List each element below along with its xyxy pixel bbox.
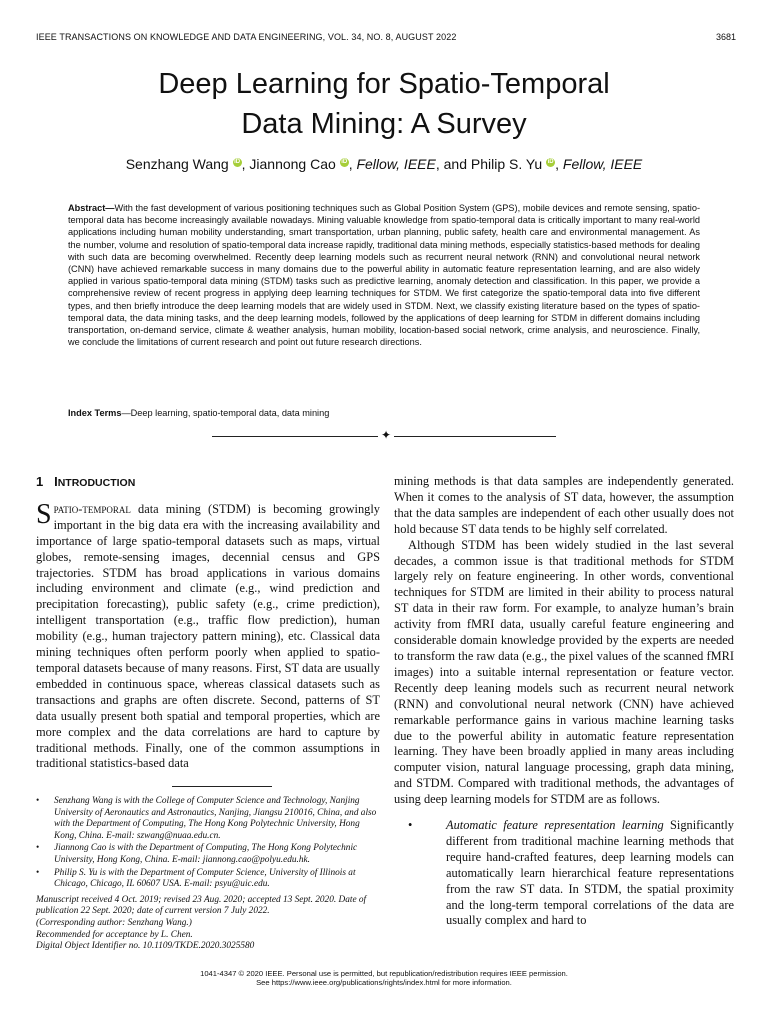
author-3: , and Philip S. Yu (435, 156, 543, 172)
author-2: , Jiannong Cao (241, 156, 336, 172)
bullet-title: Automatic feature representation learning (446, 818, 664, 833)
abstract-label: Abstract (68, 203, 106, 213)
abstract: Abstract—With the fast development of various positioning techniques such as Global Position System (GPS), mobile devices and remote sensing, spatio-temporal data has become increasingly available nowadays. Mining valuable knowledge from spatio-temporal data is critically important to many real-world applications including human mobility understanding, smart transportation, urban planning, public safety, health care and environmental management. As the number, volume and resolution of spatio-temporal data increase rapidly, traditional data mining methods, especially statistics-based methods for dealing with such data are becoming overwhelmed. Recently deep learning models such as recurrent neural network (RNN) and convolutional neural network (CNN) have achieved remarkable success in many domains due to the powerful ability in automatic feature representation learning, and are also widely applied in various spatio-temporal data mining (STDM) tasks such as predictive learning, anomaly detection and classification. In this paper, we provide a comprehensive review of recent progress in applying deep learning techniques for STDM. We first categorize the spatio-temporal data into five different types, and then briefly introduce the deep learning models that are widely used in STDM. Next, we classify existing literature based on the types of spatio-temporal data, the data mining tasks, and the deep learning models, followed by the applications of deep learning for STDM in different domains including transportation, on-demand service, climate & weather analysis, human mobility, location-based social network, crime analysis, and neuroscience. Finally, we conclude the limitations of current research and point out future research directions. (68, 203, 700, 348)
footnote-item: • Jiannong Cao is with the Department of Computing, The Hong Kong Polytechnic University, Hong Kong, China. E-mail: jiannong.cao@polyu.edu.hk. (36, 843, 380, 866)
section-title-rest: NTRODUCTION (57, 477, 136, 489)
right-column (394, 474, 734, 929)
paper-title (0, 64, 768, 144)
rights-link[interactable]: See https://www.ieee.org/publications/rights/index.html for more information. (256, 978, 512, 988)
footnote-rule (172, 786, 272, 787)
divider-star-icon: ✦ (378, 428, 394, 443)
corresponding-author: (Corresponding author: Senzhang Wang.) (36, 917, 192, 928)
right-paragraph-1: mining methods is that data samples are independently generated. When it comes to the analysis of ST data, however, the assumption that the data samples are independent of each other usually does not hold because ST data tends to be highly self correlated. (394, 474, 734, 536)
author-3-fellow: Fellow, IEEE (562, 156, 643, 172)
footnote-text: Jiannong Cao is with the Department of Computing, The Hong Kong Polytechnic University, Hong Kong, China. E-mail: jiannong.cao@polyu.edu.hk. (54, 843, 358, 865)
footnote-item: • Senzhang Wang is with the College of Computer Science and Technology, Nanjing University of Aeronautics and Astronautics, Nanjing, Jiangsu 210016, China, and also with the Department of Computing, The Hong Kong Polytechnic University, Hong Kong, China. E-mail: szwang@nuaa.edu.cn. (36, 796, 380, 842)
title-line-1: Deep Learning for Spatio-Temporal (158, 68, 610, 100)
intro-text: data mining (STDM) is becoming growingly important in the big data era with the increasing availability and importance of large spatio-temporal datasets such as maps, virtual globes, remote-sensing images, decennial census and GPS trajectories. STDM has broad applications in various domains including environment and climate (e.g., wind prediction and precipitation forecasting), public safety (e.g., crime prediction), intelligent transportation (e.g., traffic flow prediction), human mobility (e.g., human trajectory pattern mining), etc. Classical data mining techniques often perform poorly when applied to spatio-temporal datasets because of many reasons. First, ST data are usually embedded in continuous space, whereas classical datasets such as transactions and graphs are often discrete. Second, patterns of ST data usually present both spatial and temporal properties, which are more complex and the data correlations are hard to capture by traditional methods. Finally, one of the common assumptions in traditional statistics-based data (36, 501, 380, 771)
right-paragraph-2: Although STDM has been widely studied in the last several decades, a common issue is that traditional methods for STDM largely rely on feature engineering. In other words, conventional techniques for STDM are limited in their ability to process natural ST data in their raw form. For example, to analyze human’s brain activity from fMRI data, usually careful feature engineering and considerable domain knowledge provided by the experts are needed to transform the raw data (e.g., the pixel values of the scanned fMRI images) into a suitable internal representation or feature vector. Recently deep leaning models such as recurrent neural network (RNN) and convolutional neural network (CNN) have achieved remarkable performance gains in various machine learning tasks due to the powerful ability in automatic feature representation learning. They have been broadly applied in many areas including computer vision, natural language processing, graph data mining, and STDM. Compared with traditional methods, the advantages of using deep learning models for STDM are as follows. (394, 537, 734, 807)
footnote-item: • Philip S. Yu is with the Department of Computer Science, University of Illinois at Chicago, Chicago, IL 60607 USA. E-mail: psyu@uic.edu. (36, 868, 380, 891)
copyright-line: 1041-4347 © 2020 IEEE. Personal use is permitted, but republication/redistribution requires IEEE permission. (200, 969, 568, 978)
page-number: 3681 (715, 32, 736, 42)
footnotes (36, 796, 380, 953)
abstract-text: With the fast development of various positioning techniques such as Global Position System (GPS), mobile devices and remote sensing, spatio-temporal data has become increasingly available nowadays. Mining valuable knowledge from spatio-temporal data is critically important to many real-world applications including human mobility understanding, smart transportation, urban planning, public safety, health care and environmental management. As the number, volume and resolution of spatio-temporal data increase rapidly, traditional data mining methods, especially statistics-based methods for dealing with such data are becoming overwhelmed. Recently deep learning models such as recurrent neural network (RNN) and convolutional neural network (CNN) have achieved remarkable success in many domains due to the powerful ability in automatic feature representation learning, and are also widely applied in various spatio-temporal data mining (STDM) tasks such as predictive learning, anomaly detection and classification. In this paper, we provide a comprehensive review of recent progress in applying deep learning techniques for STDM. We first categorize the spatio-temporal data into five different types, and then briefly introduce the deep learning models that are widely used in STDM. Next, we classify existing literature based on the types of spatio-temporal data, the data mining tasks, and the deep learning models, followed by the applications of deep learning for STDM in different domains including transportation, on-demand service, climate & weather analysis, human mobility, location-based social network, crime analysis, and neuroscience. Finally, we conclude the limitations of current research and point out future research directions. (68, 203, 700, 348)
footnote-text: Senzhang Wang is with the College of Computer Science and Technology, Nanjing University of Aeronautics and Astronautics, Nanjing, Jiangsu 210016, China, and also with the Department of Computing, The Hong Kong Polytechnic University, Hong Kong, China. E-mail: szwang@nuaa.edu.cn. (54, 796, 377, 841)
title-line-2: Data Mining: A Survey (241, 108, 527, 140)
author-list: Senzhang Wang iD , Jiannong Cao iD , Fellow, IEEE, and Philip S. Yu iD , Fellow, IEEE (125, 156, 643, 172)
bullet-text: Significantly different from traditional machine learning methods that require hand-crafted features, deep learning models can automatically learn hierarchical feature representations from the raw ST data. In STDM, the spatial proximity and the long-term temporal correlations of the data are usually complex and hard to (446, 818, 734, 928)
doi: Digital Object Identifier no. 10.1109/TKDE.2020.3025580 (36, 941, 255, 952)
manuscript-info: Manuscript received 4 Oct. 2019; revised 23 Aug. 2020; accepted 13 Sept. 2020. Date of publication 22 Sept. 2020; date of current version 7 July 2022. (36, 894, 367, 917)
section-number: 1 (36, 474, 44, 489)
author-1: Senzhang Wang (125, 156, 229, 172)
copyright-footer (0, 969, 768, 987)
orcid-icon[interactable]: iD (234, 159, 241, 166)
recommended-by: Recommended for acceptance by L. Chen. (36, 929, 193, 940)
section-heading (36, 474, 380, 492)
index-terms-label: Index Terms (68, 408, 122, 418)
section-title-initial: I (54, 474, 58, 489)
intro-paragraph-1 (36, 498, 380, 772)
author-2-fellow: Fellow, IEEE (356, 156, 436, 172)
index-terms: Index Terms—Deep learning, spatio-temporal data, data mining (68, 408, 330, 418)
index-terms-text: Deep learning, spatio-temporal data, data mining (130, 408, 330, 418)
orcid-icon[interactable]: iD (547, 159, 554, 166)
footnote-text: Philip S. Yu is with the Department of Computer Science, University of Illinois at Chicago, Chicago, IL 60607 USA. E-mail: psyu@uic.edu. (54, 867, 356, 890)
journal-header: IEEE TRANSACTIONS ON KNOWLEDGE AND DATA ENGINEERING, VOL. 34, NO. 8, AUGUST 2022 (36, 32, 457, 42)
orcid-icon[interactable]: iD (341, 159, 348, 166)
intro-smallcaps: patio-temporal (53, 501, 131, 516)
list-item: • Automatic feature representation learning Significantly different from traditional machine learning methods that require hand-crafted features, deep learning models can automatically learn hierarchical feature representations from the raw ST data. In STDM, the spatial proximity and the long-term temporal correlations of the data are usually complex and hard to (408, 818, 734, 928)
left-column (36, 474, 380, 772)
drop-cap: S (36, 498, 52, 530)
